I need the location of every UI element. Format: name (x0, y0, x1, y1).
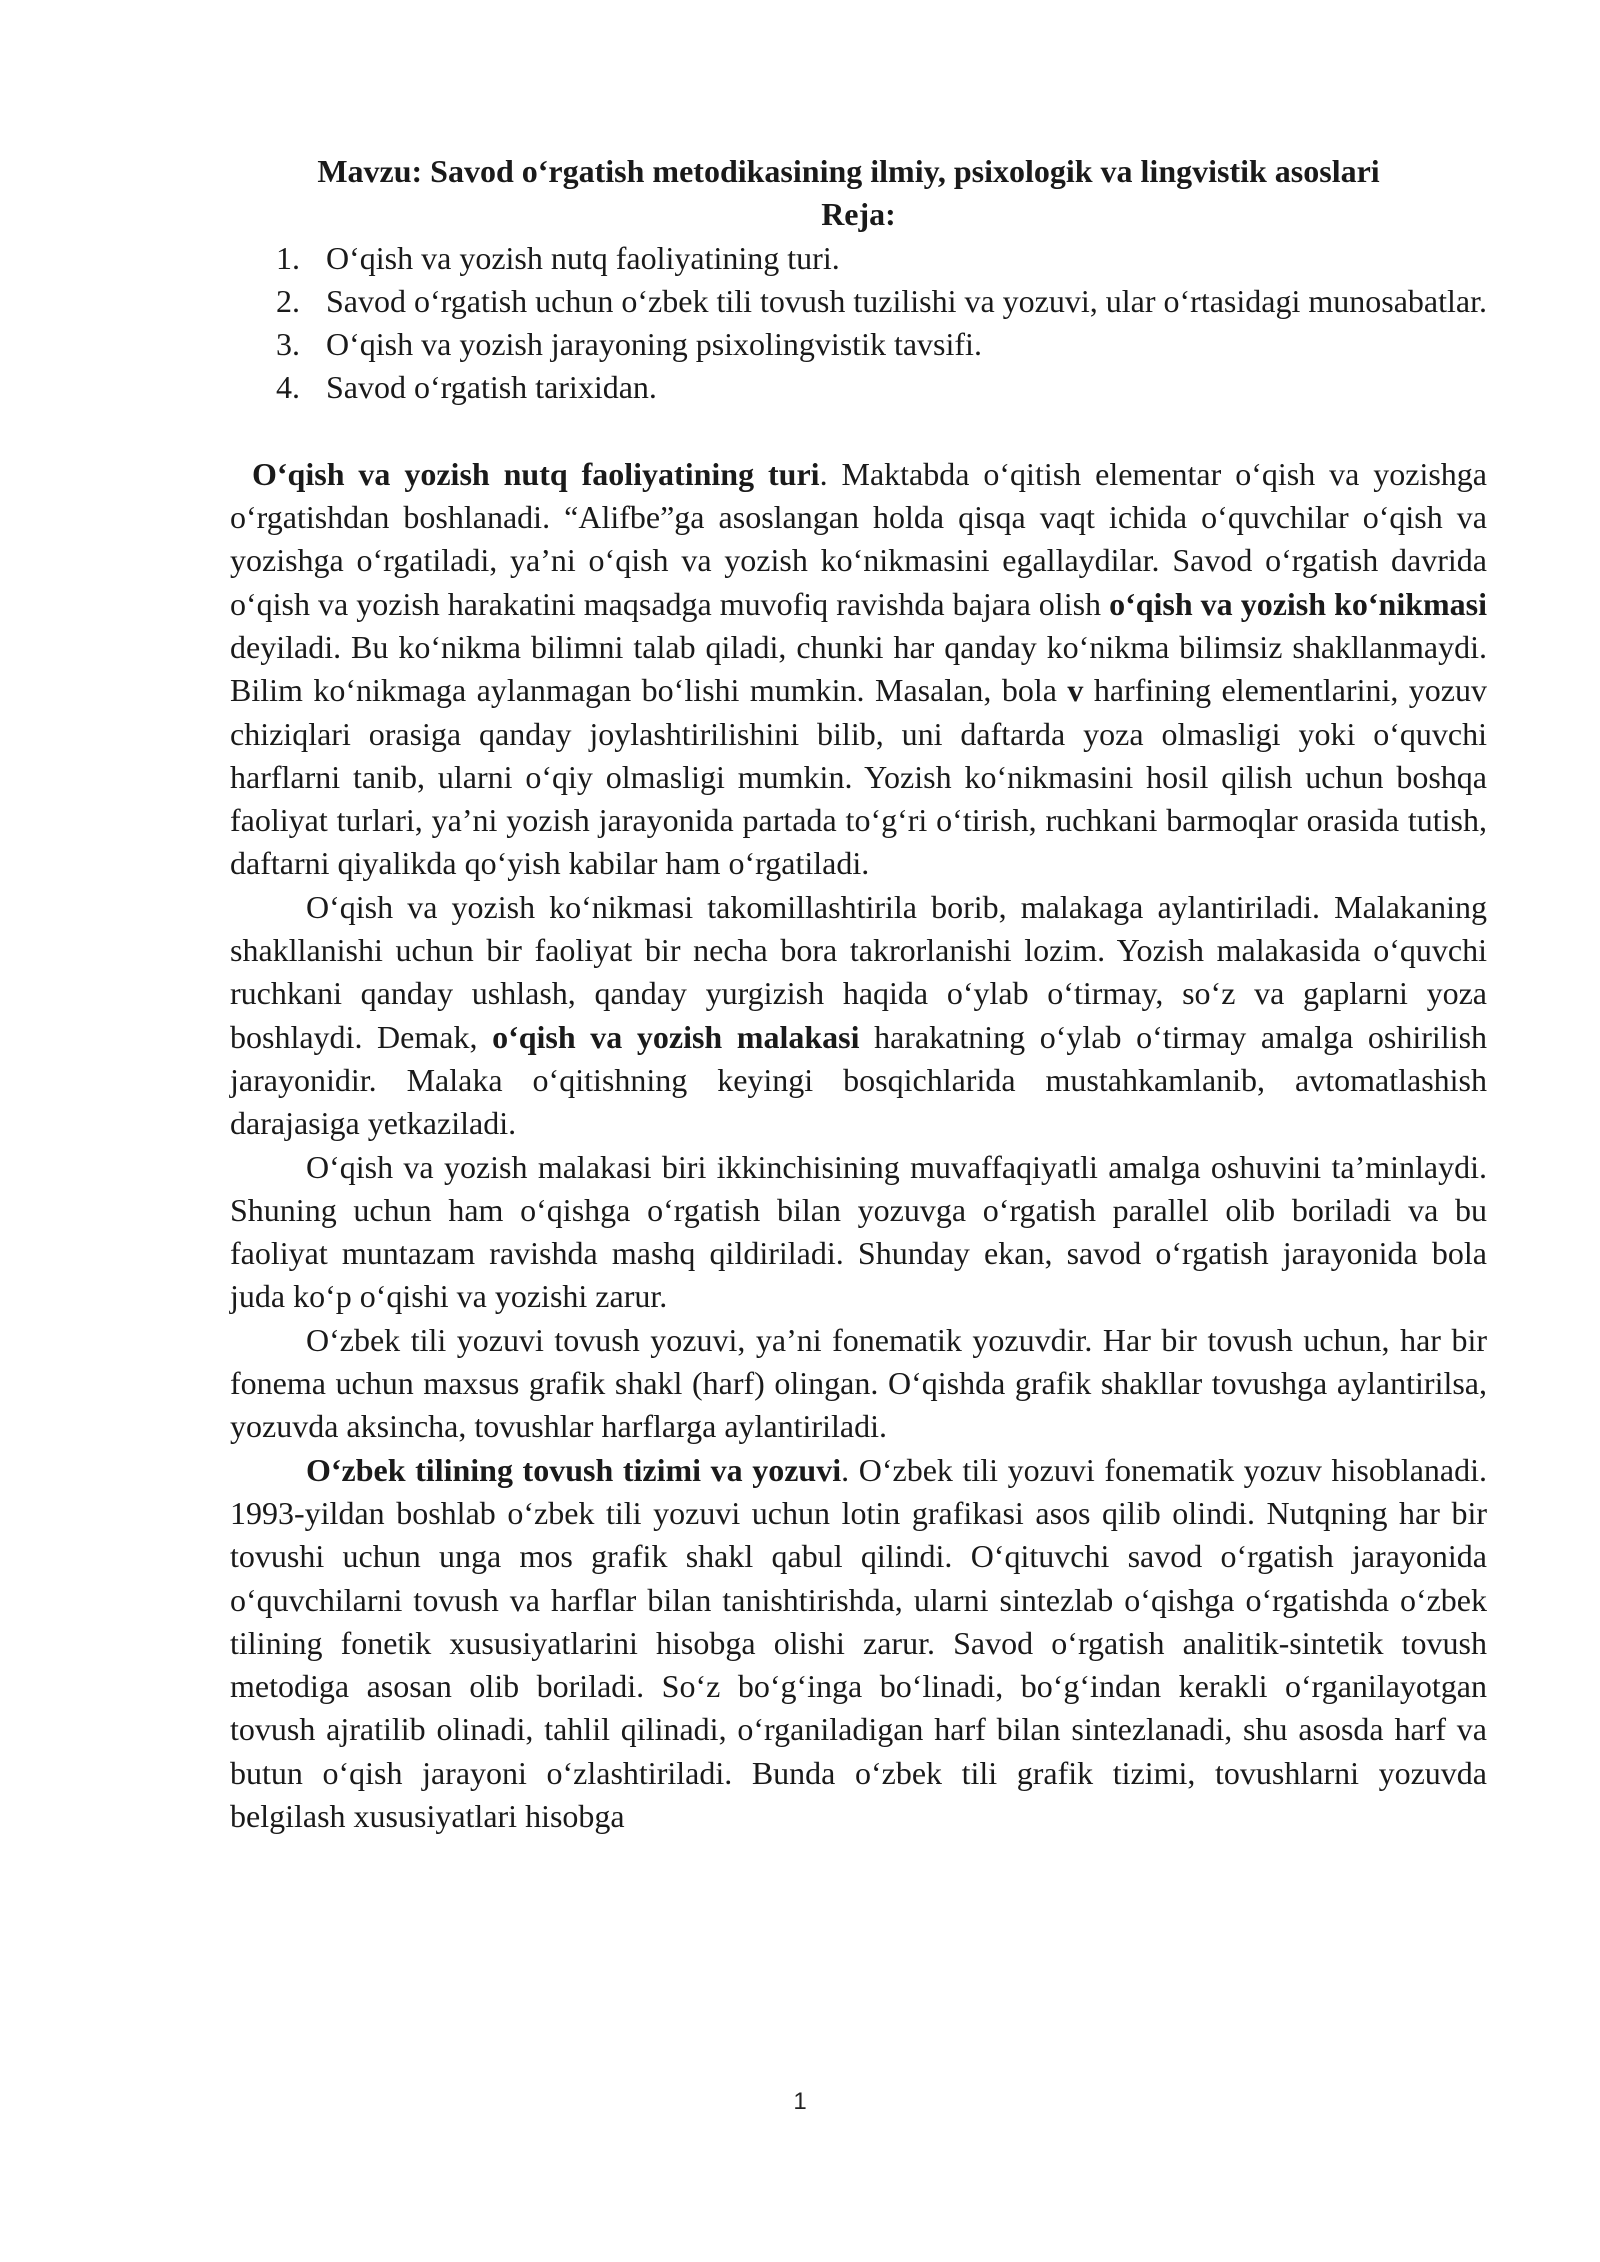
paragraph-text: harfining elementlarini, yozuv chiziqlari orasiga qanday joylashtirilishini bilib, uni daftarda yoza olmasligi yoki o‘quvchi harflarni tanib, ularni o‘qiy olmasligi mumkin. Yozish ko‘nikmasini hosil qilish uchun boshqa faoliyat turlari, ya’ni yozish jarayonida partada to‘g‘ri o‘tirish, ruchkani barmoqlar orasida tutish, daftarni qiyalikda qo‘yish kabilar ham o‘rgatiladi. (230, 672, 1488, 882)
paragraph-phonematic: O‘zbek tili yozuvi tovush yozuvi, ya’ni fonematik yozuvdir. Har bir tovush uchun, har bir fonema uchun maxsus grafik shakl (harf) olingan. O‘qishda grafik shakllar tovushga aylantirilsa, yozuvda aksincha, tovushlar harflarga aylantiriladi. (230, 1321, 1487, 1445)
paragraph-skill (230, 886, 1487, 1146)
plan-item (276, 237, 1487, 280)
paragraph-sound-system (230, 1449, 1487, 1839)
plan-item-text: Savod o‘rgatish uchun o‘zbek tili tovush tuzilishi va yozuvi, ular o‘rtasidagi munosabatlar. (326, 282, 1487, 319)
paragraph-text: O‘qish va yozish ko‘nikmasi takomillashtirila borib, malakaga aylantiriladi. Malakaning shakllanishi uchun bir faoliyat bir necha bora takrorlanishi lozim. Yozish malakasida o‘quvchi ruchkani qanday ushlash, qanday yurgizish haqida o‘ylab o‘tirmay, so‘z va gaplarni yoza boshlaydi. Demak, (230, 888, 1487, 1055)
paragraph-text: . Maktabda o‘qitish elementar o‘qish va yozishga o‘rgatishdan boshlanadi. “Alifbe”ga asoslangan holda qisqa vaqt ichida o‘quvchilar o‘qish va yozishga o‘rgatiladi, ya’ni o‘qish va yozish ko‘nikmasini egallaydilar. Savod o‘rgatish davrida o‘qish va yozish harakatini maqsadga muvofiq ravishda bajara olish (230, 455, 1488, 622)
plan-item-number: 2. (276, 282, 300, 319)
document-title: Mavzu: Savod o‘rgatish metodikasining ilmiy, psixologik va lingvistik asoslari (317, 153, 1380, 189)
paragraph-reading-writing (230, 453, 1487, 886)
plan-item-text: Savod o‘rgatish tarixidan. (326, 369, 657, 406)
bold-term: o‘qish va yozish ko‘nikmasi (1109, 585, 1488, 622)
plan-heading: Reja: (821, 196, 896, 233)
section-heading: O‘zbek tilining tovush tizimi va yozuvi (306, 1451, 842, 1488)
plan-item-number: 1. (276, 239, 300, 276)
plan-item-number: 3. (276, 326, 300, 363)
bold-term: o‘qish va yozish malakasi (492, 1018, 860, 1055)
plan-item-text: O‘qish va yozish nutq faoliyatining turi. (326, 239, 840, 276)
plan-item-text: O‘qish va yozish jarayoning psixolingvistik tavsifi. (326, 326, 982, 363)
plan-item-number: 4. (276, 369, 300, 406)
paragraph-text: deyiladi. Bu ko‘nikma bilimni talab qiladi, chunki har qanday ko‘nikma bilimsiz shakllanmaydi. Bilim ko‘nikmaga aylanmagan bo‘lishi mumkin. Masalan, bola (230, 628, 1487, 709)
bold-letter: v (1067, 672, 1084, 709)
plan-item (276, 323, 1487, 366)
document-page (230, 150, 1487, 1838)
paragraph-text: . O‘zbek tili yozuvi fonematik yozuv hisoblanadi. 1993-yildan boshlab o‘zbek tili yozuvi uchun lotin grafikasi asos qilib olindi. Nutqning har bir tovushi uchun unga mos grafik shakl qabul qilindi. O‘qituvchi savod o‘rgatish jarayonida o‘quvchilarni tovush va harflar bilan tanishtirishda, ularni sintezlab o‘qishga o‘rgatishda o‘zbek tilining fonetik xususiyatlarini hisobga olishi zarur. Savod o‘rgatish analitik-sintetik tovush metodiga asosan olib boriladi. So‘z bo‘g‘inga bo‘linadi, bo‘g‘indan kerakli o‘rganilayotgan tovush ajratilib olinadi, tahlil qilinadi, o‘rganiladigan harf bilan sintezlanadi, shu asosda harf va butun o‘qish jarayoni o‘zlashtiriladi. Bunda o‘zbek tili grafik tizimi, tovushlarni yozuvda belgilash xususiyatlari hisobga (230, 1451, 1488, 1834)
plan-list (230, 237, 1487, 410)
plan-item (276, 280, 1487, 323)
section-spacer (230, 410, 1487, 453)
page-number: 1 (793, 2088, 807, 2115)
paragraph-text: harakatning o‘ylab o‘tirmay amalga oshirilish jarayonidir. Malaka o‘qitishning keyingi bosqichlarida mustahkamlanib, avtomatlashish darajasiga yetkaziladi. (230, 1018, 1488, 1142)
plan-item (276, 366, 1487, 409)
section-heading: O‘qish va yozish nutq faoliyatining turi (252, 455, 820, 492)
paragraph-parallel: O‘qish va yozish malakasi biri ikkinchisining muvaffaqiyatli amalga oshuvini ta’minlaydi. Shuning uchun ham o‘qishga o‘rgatish bilan yozuvga o‘rgatish parallel olib boriladi va bu faoliyat muntazam ravishda mashq qildiriladi. Shunday ekan, savod o‘rgatish jarayonida bola juda ko‘p o‘qishi va yozishi zarur. (230, 1148, 1487, 1315)
